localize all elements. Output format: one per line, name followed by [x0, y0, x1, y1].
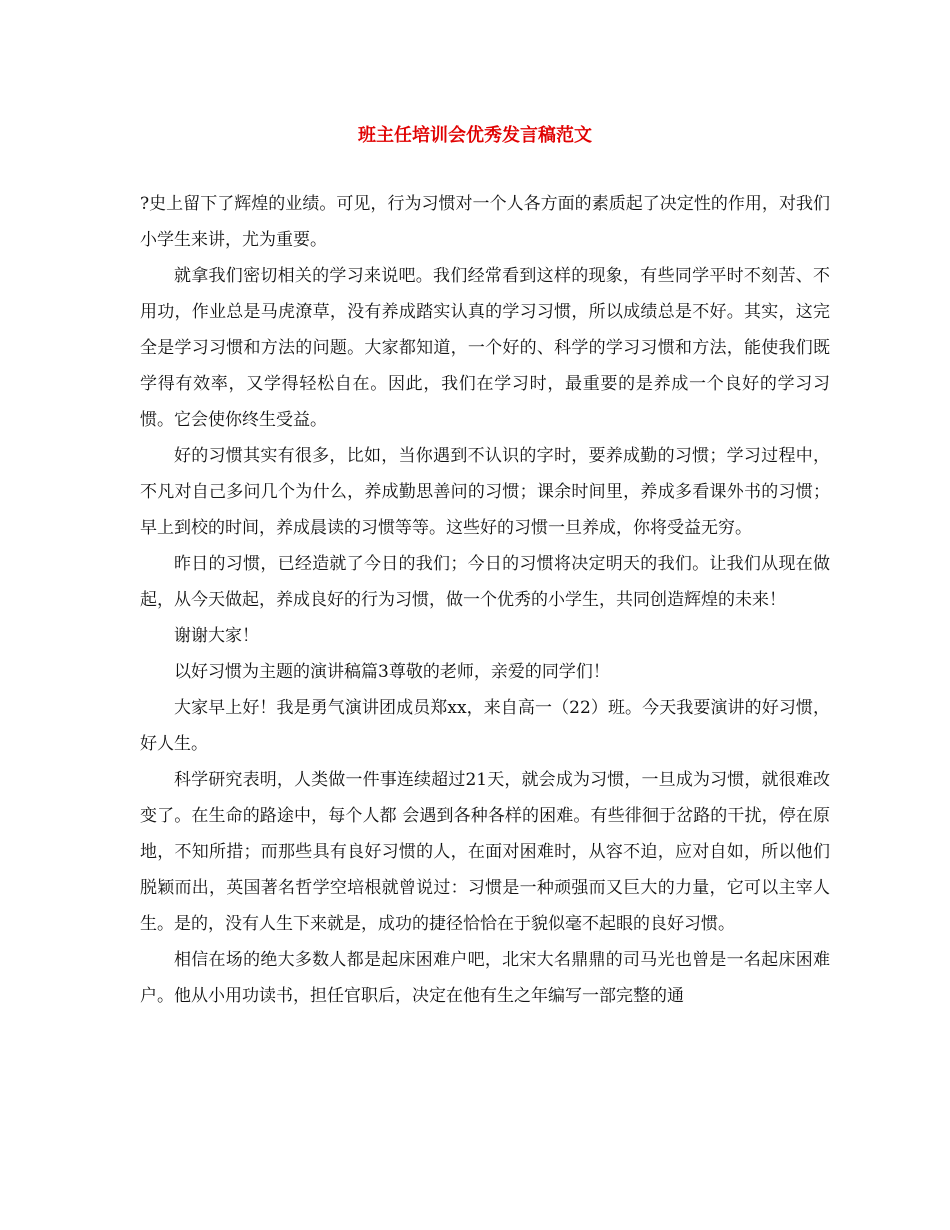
paragraph-3: 好的习惯其实有很多，比如，当你遇到不认识的字时，要养成勤的习惯；学习过程中，不凡对自己多问几个为什么，养成勤思善问的习惯；课余时间里，养成多看课外书的习惯；早上到校的时间，养成晨读的习惯等等。这些好的习惯一旦养成，你将受益无穷。 — [140, 446, 830, 538]
paragraph-8: 科学研究表明，人类做一件事连续超过21天，就会成为习惯，一旦成为习惯，就很难改变了。在生命的路途中，每个人都 会遇到各种各样的困难。有些徘徊于岔路的干扰，停在原地，不知所措；而那些具有良好习惯的人，在面对困难时，从容不迫，应对自如，所以他们脱颖而出，英国著名哲学空培根就曾说过：习惯是一种顽强而又巨大的力量，它可以主宰人生。是的，没有人生下来就是，成功的捷径恰恰在于貌似毫不起眼的良好习惯。 — [140, 770, 830, 934]
paragraph-5: 谢谢大家！ — [174, 626, 259, 646]
document-body — [140, 186, 830, 1014]
paragraph-1: ?史上留下了辉煌的业绩。可见，行为习惯对一个人各方面的素质起了决定性的作用，对我们小学生来讲，尤为重要。 — [140, 194, 830, 250]
document-title: 班主任培训会优秀发言稿范文 — [358, 125, 592, 146]
paragraph-7: 大家早上好！我是勇气演讲团成员郑xx，来自高一（22）班。今天我要演讲的好习惯，好人生。 — [140, 698, 830, 754]
paragraph-4: 昨日的习惯，已经造就了今日的我们；今日的习惯将决定明天的我们。让我们从现在做起，从今天做起，养成良好的行为习惯，做一个优秀的小学生，共同创造辉煌的未来！ — [140, 554, 830, 610]
paragraph-2: 就拿我们密切相关的学习来说吧。我们经常看到这样的现象，有些同学平时不刻苦、不用功，作业总是马虎潦草，没有养成踏实认真的学习习惯，所以成绩总是不好。其实，这完全是学习习惯和方法的问题。大家都知道，一个好的、科学的学习习惯和方法，能使我们既学得有效率，又学得轻松自在。因此，我们在学习时，最重要的是养成一个良好的学习习惯。它会使你终生受益。 — [140, 266, 830, 430]
paragraph-6: 以好习惯为主题的演讲稿篇3尊敬的老师，亲爱的同学们！ — [174, 662, 610, 682]
paragraph-9: 相信在场的绝大多数人都是起床困难户吧，北宋大名鼎鼎的司马光也曾是一名起床困难户。他从小用功读书，担任官职后，决定在他有生之年编写一部完整的通 — [140, 950, 830, 1006]
